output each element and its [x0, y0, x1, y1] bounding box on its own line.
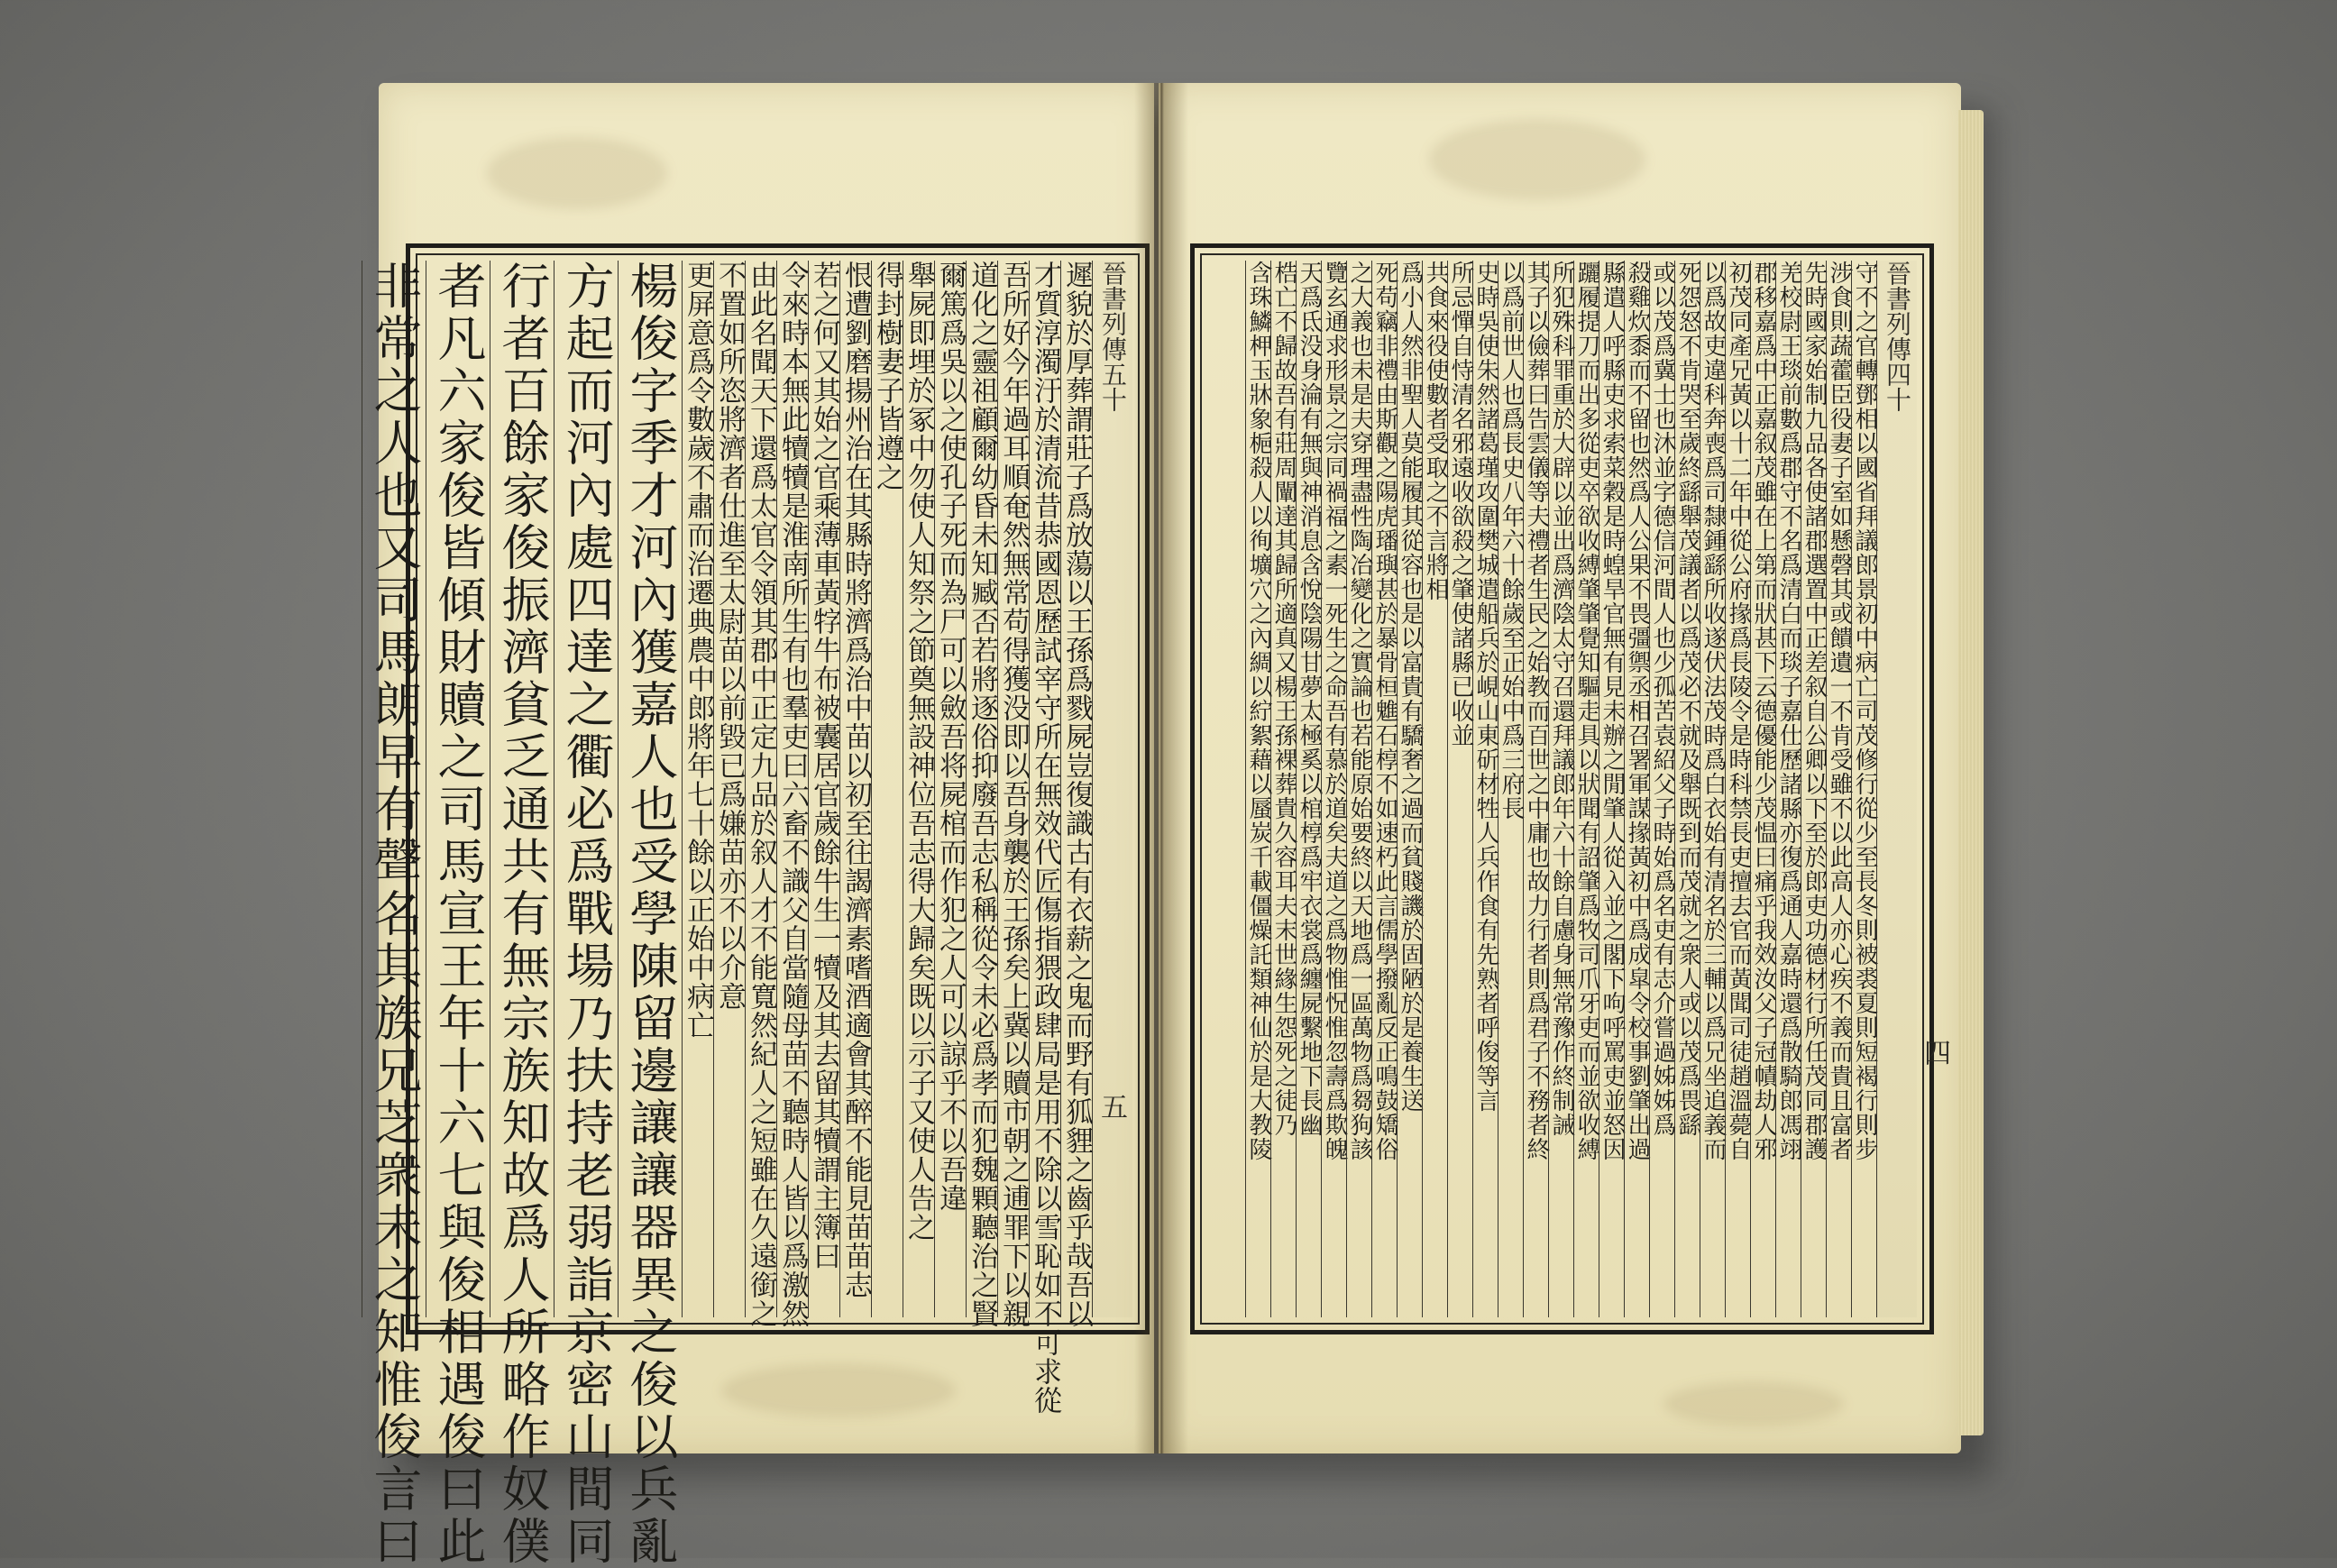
text-column: 先時國家始制九品各使諸郡選置中正差叙自公卿以下至於郎吏功德材行所任茂同郡護	[1801, 261, 1826, 1317]
text-column: 由此名聞天下還爲太官令領其郡中正定九品於叙人才不能寬然紀人之短雖在久遠銜之	[745, 261, 777, 1328]
right-text-columns	[1207, 261, 1917, 1317]
text-column: 郡移嘉爲中正嘉叙茂雖在上第而狀甚下云德優能少茂愠曰痛乎我效汝父子冠幘劫人邪	[1750, 261, 1775, 1317]
paper-stain	[721, 1363, 956, 1417]
center-margin-label: 晉書列傳四十	[1876, 261, 1917, 1317]
text-column: 所忌憚自恃清名邪遠收欲殺之肇使諸縣已收並	[1447, 261, 1472, 1317]
text-column: 天爲氐没身淪有無與神消息含悅陰陽甘夢太極奚以棺椁爲牢衣裳爲纏屍繫地下長幽	[1296, 261, 1321, 1317]
text-column: 所犯殊科罪重於大辟以並出爲濟陰太守召還拜議郎年六十餘自慮身無常豫作終制誡	[1548, 261, 1573, 1317]
text-column: 更屏意爲令數歲不肅而治遷典農中郎將年七十餘以正始中病亡	[682, 261, 713, 1317]
text-column: 躧履提刀而出多從吏卒欲收縛肇肇覺知驅走具以狀聞有詔肇爲牧司爪牙吏而並欲收縛	[1573, 261, 1599, 1317]
text-column: 行者百餘家俊振濟貧乏通共有無宗族知故爲人所略作奴僕	[490, 261, 554, 1317]
text-column: 梏亡不歸故吾有莊周闡達其歸所適真又楊王孫裸葬貴久容耳夫末世緣生怨死之徒乃	[1270, 261, 1296, 1317]
text-column: 殺雞炊黍而不留也然爲人公果不畏彊禦丞相召署軍謀掾黃初中爲成皐令校事劉肇出過	[1624, 261, 1649, 1317]
text-column: 不置如所恣將濟者仕進至太尉苗以前毀已爲嫌苗亦不以介意	[713, 261, 745, 1317]
paper-stain	[487, 137, 667, 209]
text-column: 才質淳濁汙於清流昔恭國恩歷試宰守所在無效代匠傷指猥政肆局是用不除以雪恥如不可求從	[1029, 261, 1061, 1415]
text-column: 楊俊字季才河內獲嘉人也受學陳留邊讓讓器異之俊以兵亂	[618, 261, 682, 1317]
text-column: 羌校尉王琰前數爲郡守不名爲清白而琰子嘉仕歷諸縣亦復爲通人嘉時還爲散騎郎馮翊	[1775, 261, 1801, 1317]
text-column: 者凡六家俊皆傾財贖之司馬宣王年十六七與俊相遇俊曰此	[426, 261, 490, 1317]
text-column: 道化之靈祖顧爾幼昏未知臧否若將逐俗抑廢吾志私稱從令未必爲孝而犯魏顆聽治之賢	[966, 261, 998, 1328]
text-column: 爲小人然非聖人莫能履其從容也是以富貴有驕奢之過而貧賤譏於固陋於是養生送	[1397, 261, 1422, 1317]
text-column: 方起而河內處四達之衢必爲戰場乃扶持老弱詣京密山間同	[554, 261, 618, 1317]
right-page	[1159, 83, 1961, 1453]
text-column: 以爲故吏違科奔喪爲司隸鍾繇所收遂伏法茂時爲白衣始有清名於三輔以爲兄坐追義而	[1700, 261, 1725, 1317]
text-column: 得封樹妻子皆遵之	[871, 261, 903, 1317]
center-margin-label: 晉書列傳五十	[1092, 261, 1132, 1317]
text-column: 吾所好今年過耳順奄然無常苟得獲没即以吾身襲於王孫矣上冀以贖市朝之逋罪下以親	[997, 261, 1030, 1328]
text-column: 死苟竊非禮由斯觀之陽虎璠璵甚於暴骨桓魋石椁不如速朽此言儒學撥亂反正鳴鼓矯俗	[1371, 261, 1397, 1317]
text-column: 死怨怒不肯哭至歲終繇舉茂議者以爲茂必不就及舉既到而茂就之衆人或以茂爲畏繇	[1674, 261, 1700, 1317]
book-gutter	[1134, 83, 1188, 1453]
left-text-columns	[366, 261, 1132, 1568]
folio-number: 五	[1095, 1093, 1127, 1120]
left-page	[366, 83, 1154, 1568]
right-print-frame	[1190, 243, 1934, 1334]
paper-stain	[1663, 1381, 1844, 1426]
text-column: 初茂同產兄黃以十二年中從公府掾爲長陵令是時科禁長吏擅去官而黃聞司徒趙溫薨自	[1725, 261, 1750, 1317]
text-column: 遲貌於厚葬謂莊子爲放蕩以王孫爲戮屍豈復識古有衣薪之鬼而野有狐貍之齒乎哉吾以	[1060, 261, 1093, 1328]
text-column: 涉食則蔬藿臣役妻子室如懸磬其或饋遺一不肯受雖不以此高人亦心疾不義而貴且富者	[1826, 261, 1851, 1317]
text-column: 覽玄通求形景之宗同禍福之素一死生之命吾有慕於道矣夫道之爲物惟怳惟忽壽爲欺魄	[1321, 261, 1346, 1317]
text-column: 以爲前世人也爲長史八年六十餘歲至正始中爲三府長	[1498, 261, 1523, 1317]
text-column: 爾篤爲吳以之使孔子死而為尸可以斂吾将屍棺而作犯之人可以諒乎不以吾違	[934, 261, 966, 1317]
folio-number: 四	[1919, 1039, 1950, 1066]
text-column: 非常之人也又司馬朗早有聲名其族兄芝衆未之知惟俊言曰	[362, 261, 426, 1317]
text-column: 若之何又其始之官乘薄車黃牸牛布被囊居官歲餘牛生一犢及其去留其犢謂主簿曰	[808, 261, 839, 1317]
text-column: 含珠鱗柙玉牀象梔殺人以徇壙穴之內綢以紵絮藉以蜃炭千載僵燥託類神仙於是大教陵	[1245, 261, 1270, 1317]
text-column: 共食來役使數者受取之不言將相	[1422, 261, 1447, 1317]
text-column: 令來時本無此犢犢是淮南所生有也羣吏曰六畜不識父自當隨母苗不聽時人皆以爲激然	[776, 261, 809, 1328]
text-column: 守不之官轉鄧相以國省拜議郎景初中病亡司茂修行從少至長冬則被裘夏則短褐行則步	[1851, 261, 1876, 1317]
page-edges	[1958, 110, 1984, 1435]
text-column: 或以茂爲冀士也沐並字德信河間人也少孤苦袁紹父子時始爲名吏有志介嘗過姊姊爲	[1649, 261, 1674, 1317]
text-column: 之大義也未是夫穿理盡性陶冶變化之實論也若能原始要終以天地爲一區萬物爲芻狗該	[1346, 261, 1371, 1317]
open-book	[366, 83, 1975, 1568]
text-column: 史時吳使朱然諸葛瑾攻圍樊城遣船兵於峴山東斫材牲人兵作食有先熟者呼俊等言	[1472, 261, 1498, 1317]
text-column: 舉屍即埋於冢中勿使人知祭之節奠無設神位吾志得大歸矣既以示子又使人告之	[903, 261, 934, 1317]
text-column: 其子以儉葬曰告雲儀等夫禮者生民之始教而百世之中庸也故力行者則爲君子不務者終	[1523, 261, 1548, 1317]
left-print-frame	[366, 243, 1150, 1568]
paper-stain	[1429, 119, 1645, 200]
text-column: 縣遣人呼縣吏求索菜穀是時蝗旱官無有見未辦之閒肇人從入並之閣下呴呼罵吏並怒因	[1599, 261, 1624, 1317]
text-column: 恨遭劉磨揚州治在其縣時將濟爲治中苗以初至往謁濟素嗜酒適會其醉不能見苗苗志	[839, 261, 871, 1317]
